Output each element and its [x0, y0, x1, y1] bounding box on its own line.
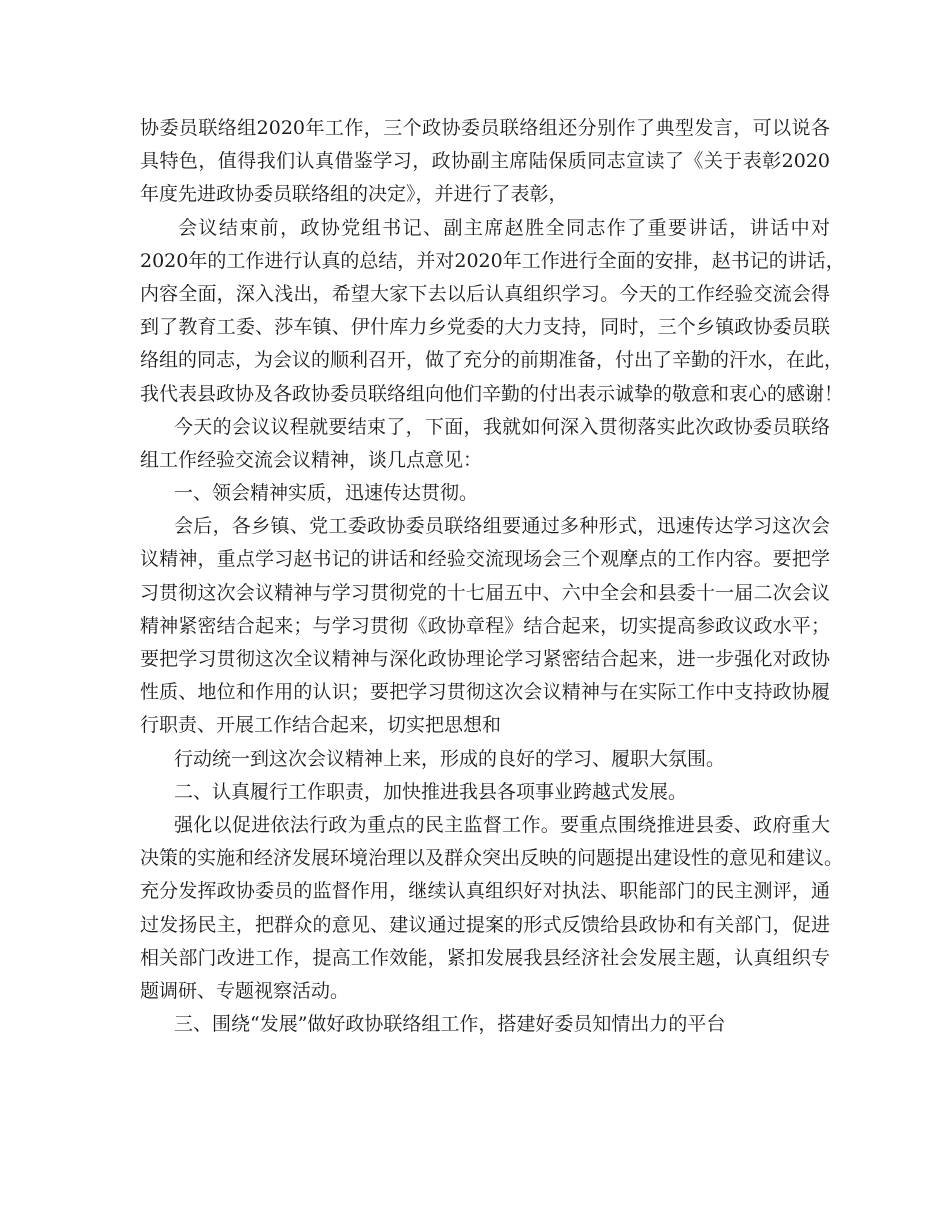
- text-line: 具特色，值得我们认真借鉴学习，政协副主席陆保质同志宣读了《关于表彰2020: [140, 150, 830, 173]
- text-line: 议精神，重点学习赵书记的讲话和经验交流现场会三个观摩点的工作内容。要把学: [140, 548, 830, 571]
- text-line: 我代表县政协及各政协委员联络组向他们辛勤的付出表示诚挚的敬意和衷心的感谢！: [140, 382, 844, 405]
- text-line: 性质、地位和作用的认识；要把学习贯彻这次会议精神与在实际工作中支持政协履: [140, 681, 830, 704]
- text-line: 题调研、专题视察活动。: [140, 979, 350, 1002]
- document-body: [140, 112, 845, 1041]
- text-line: 过发扬民主，把群众的意见、建议通过提案的形式反馈给县政协和有关部门，促进: [140, 913, 830, 936]
- paragraph-start-line: 强化以促进依法行政为重点的民主监督工作。要重点围绕推进县委、政府重大: [174, 813, 830, 836]
- text-line: 行职责、开展工作结合起来，切实把思想和: [140, 714, 502, 737]
- text-line: 习贯彻这次会议精神与学习贯彻党的十七届五中、六中全会和县委十一届二次会议: [140, 581, 830, 604]
- text-line: 年度先进政协委员联络组的决定》，并进行了表彰，: [140, 183, 568, 206]
- section-heading-3: 三、围绕“发展”做好政协联络组工作，搭建好委员知情出力的平台: [174, 1013, 726, 1036]
- text-line: 决策的实施和经济发展环境治理以及群众突出反映的问题提出建设性的意见和建议。: [140, 847, 844, 870]
- text-line: 组工作经验交流会议精神，谈几点意见：: [140, 448, 483, 471]
- paragraph-start-line: 会后，各乡镇、党工委政协委员联络组要通过多种形式，迅速传达学习这次会: [174, 515, 830, 538]
- text-line: 到了教育工委、莎车镇、伊什库力乡党委的大力支持，同时，三个乡镇政协委员联: [140, 316, 830, 339]
- paragraph-start-line: 行动统一到这次会议精神上来，形成的良好的学习、履职大氛围。: [174, 747, 726, 770]
- text-line: 协委员联络组2020年工作，三个政协委员联络组还分别作了典型发言，可以说各: [140, 117, 830, 139]
- text-line: 要把学习贯彻这次全议精神与深化政协理论学习紧密结合起来，进一步强化对政协: [140, 648, 830, 670]
- text-line: 充分发挥政协委员的监督作用，继续认真组织好对执法、职能部门的民主测评，通: [140, 880, 830, 903]
- paragraph-start-line: 今天的会议议程就要结束了，下面，我就如何深入贯彻落实此次政协委员联络: [174, 415, 830, 438]
- paragraph-start-line: 会议结束前，政协党组书记、副主席赵胜全同志作了重要讲话，讲话中对: [178, 216, 830, 239]
- text-line: 2020年的工作进行认真的总结，并对2020年工作进行全面的安排，赵书记的讲话，: [140, 249, 845, 272]
- text-line: 精神紧密结合起来；与学习贯彻《政协章程》结合起来，切实提高参政议政水平；: [140, 614, 830, 637]
- section-heading-2: 二、认真履行工作职责，加快推进我县各项事业跨越式发展。: [174, 780, 688, 803]
- text-line: 络组的同志，为会议的顺利召开，做了充分的前期准备，付出了辛勤的汗水，在此，: [140, 349, 844, 372]
- text-line: 内容全面，深入浅出，希望大家下去以后认真组织学习。今天的工作经验交流会得: [140, 282, 830, 305]
- section-heading-1: 一、领会精神实质，迅速传达贯彻。: [174, 482, 479, 505]
- text-line: 相关部门改进工作，提高工作效能，紧扣发展我县经济社会发展主题，认真组织专: [140, 946, 830, 969]
